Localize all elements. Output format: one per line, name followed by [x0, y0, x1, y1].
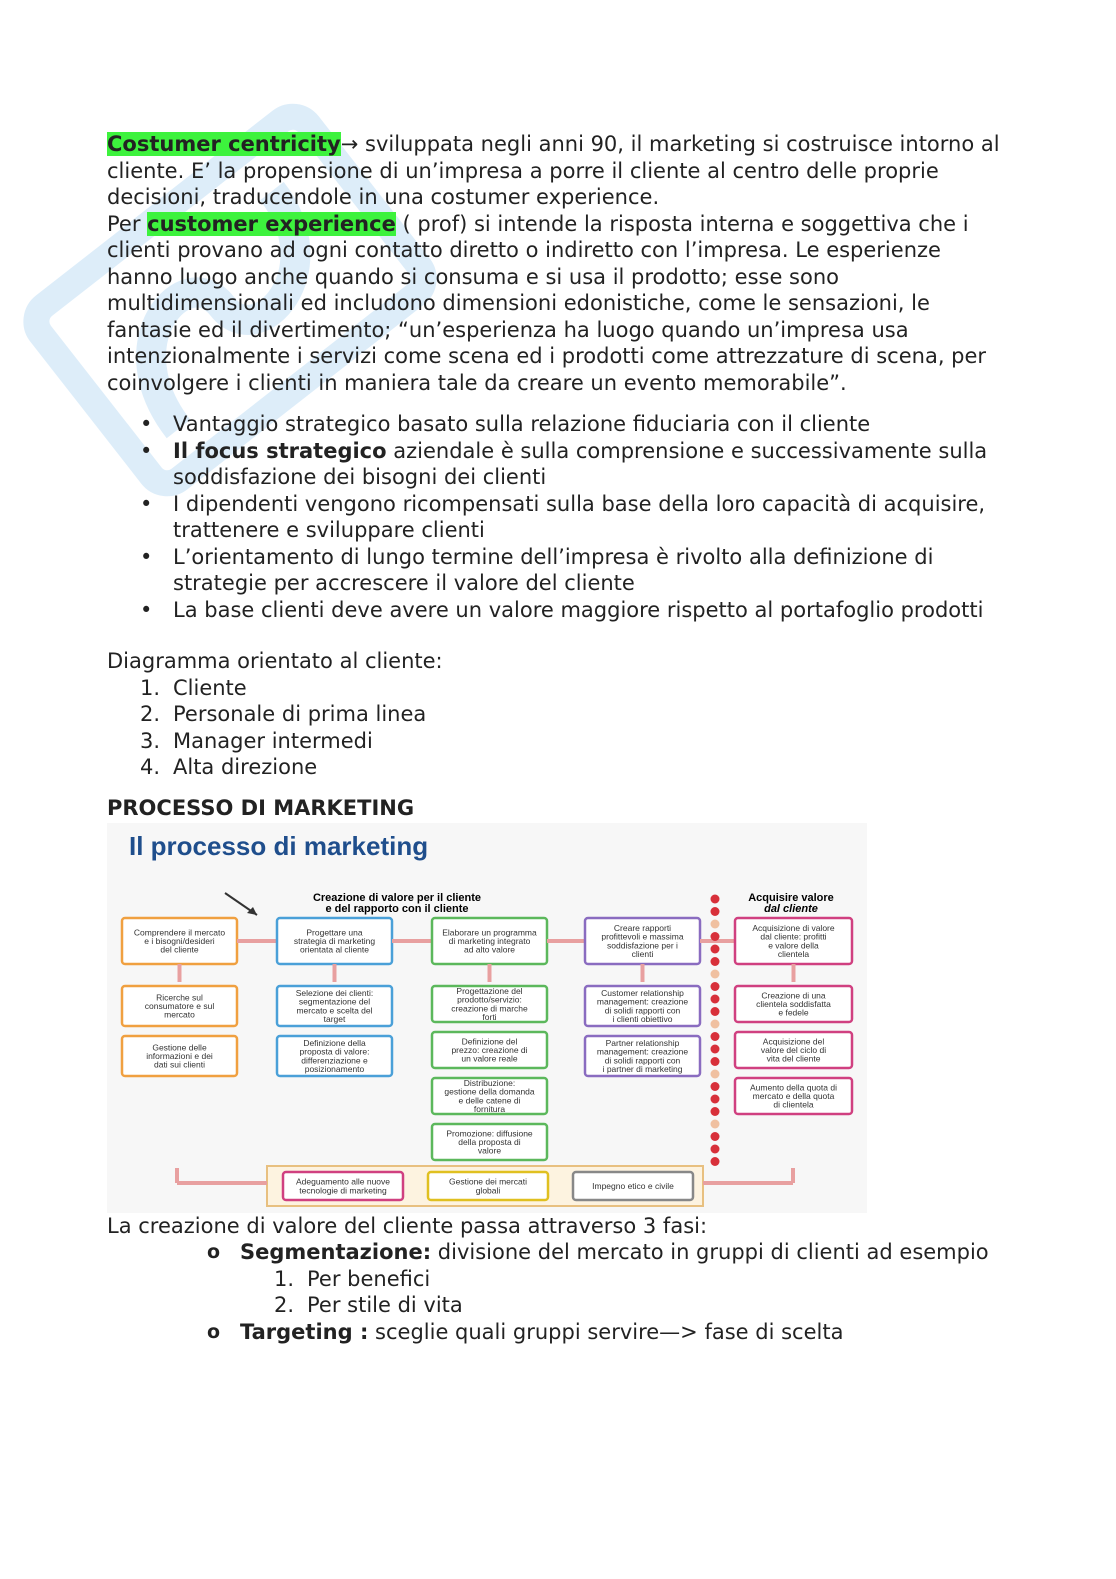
list-item — [140, 701, 1007, 728]
divider-dot — [711, 1132, 720, 1141]
o-bullet: o — [207, 1241, 221, 1263]
targeting-label: Targeting : — [240, 1319, 369, 1344]
col1-item-label: del cliente — [160, 944, 199, 955]
divider-dot — [711, 919, 720, 928]
col2-item-label: strategia di marketing — [293, 935, 376, 946]
list-text: Per benefici — [307, 1266, 431, 1291]
col5-item-label: clientela soddisfatta — [756, 998, 831, 1009]
list-number: 1. — [274, 1266, 295, 1291]
col4-item-label: soddisfazione per i — [607, 939, 678, 950]
bottom-item-label: tecnologie di marketing — [299, 1184, 387, 1195]
col3-item-label: Definizione del — [461, 1035, 518, 1046]
section-title: PROCESSO DI MARKETING — [107, 795, 415, 820]
divider-dot — [711, 1007, 720, 1016]
col5-item-label: Acquisizione di valore — [752, 922, 835, 933]
bullet-text: aziendale è sulla comprensione e successivamente sulla soddisfazione dei bisogni dei clienti — [173, 438, 988, 489]
col3-item-label: prezzo: creazione di — [451, 1044, 528, 1055]
col5-item-label: vita del cliente — [766, 1053, 821, 1064]
bullet-item — [173, 438, 1007, 491]
col5-item-label: clientela — [777, 948, 810, 959]
col3-item-label: gestione della domanda — [444, 1086, 535, 1097]
bottom-item-label: Impegno etico e civile — [592, 1180, 674, 1191]
bottom-item-label: globali — [475, 1184, 501, 1195]
segmentation-item — [107, 1239, 1007, 1266]
col3-item-label: e delle catene di — [458, 1094, 521, 1105]
col3-item-label: di marketing integrato — [448, 935, 531, 946]
document-page — [107, 131, 1007, 1345]
col5-item-label: valore del ciclo di — [760, 1044, 827, 1055]
bullet-text: Vantaggio strategico basato sulla relazione fiduciaria con il cliente — [173, 412, 871, 436]
divider-dot — [711, 1057, 720, 1066]
col1-item-label: consumatore e sul — [144, 1000, 215, 1011]
experience-text: ( prof) si intende la risposta interna e soggettiva che i clienti provano ad ogni contatto diretto o indiretto con l’impresa. Le esperienze hanno luogo anche quando si consuma e si usa il prodotto; esse sono multidimensionali ed includono dimensioni edonistiche, come le sensazioni, le fantasie ed il divertimento; “un’esperienza ha luogo quando un’impresa usa intenzionalmente i servizi come scena ed i prodotti come attrezzature di scena, per coinvolgere i clienti in maniera tale da creare un evento memorabile”. — [107, 211, 987, 395]
divider-dot — [711, 944, 720, 953]
term-costumer-centricity: Costumer centricity — [107, 132, 341, 156]
col2-item-label: target — [323, 1013, 346, 1024]
o-bullet: o — [207, 1320, 221, 1343]
list-item — [274, 1266, 1007, 1293]
experience-lead: Per — [107, 211, 148, 236]
col3-item-label: della proposta di — [458, 1136, 521, 1147]
col5-item-label: di clientela — [773, 1099, 814, 1110]
arrow-glyph: → — [340, 132, 359, 156]
list-number: 2. — [140, 702, 161, 726]
bullet-text: L’orientamento di lungo termine dell’impresa è rivolto alla definizione di strategie per accrescere il valore del cliente — [173, 544, 934, 595]
col1-item-label: Comprendere il mercato — [133, 926, 226, 937]
col3-item-label: forti — [482, 1011, 497, 1022]
col4-item-label: di solidi rapporti con — [604, 1054, 681, 1065]
col4-item-label: management: creazione — [596, 996, 689, 1007]
col3-item-label: ad alto valore — [463, 944, 516, 955]
left-header-line1: Creazione di valore per il cliente — [312, 891, 482, 904]
bullet-list — [107, 411, 1007, 623]
col4-item-label: di solidi rapporti con — [604, 1004, 681, 1015]
bottom-item-label: Gestione dei mercati — [449, 1176, 527, 1187]
col5-item-label: e valore della — [768, 939, 819, 950]
targeting-text: sceglie quali gruppi servire—> fase di scelta — [368, 1319, 844, 1344]
marketing-process-figure — [107, 823, 867, 1213]
divider-dot — [711, 1157, 720, 1166]
intro-paragraph — [107, 131, 1007, 211]
segmentation-label: Segmentazione: — [240, 1240, 432, 1264]
col2-item-label: Definizione della — [303, 1037, 366, 1048]
col5-item-label: Acquisizione del — [762, 1035, 825, 1046]
bullet-item — [173, 491, 1007, 544]
col4-item-label: Partner relationship — [605, 1037, 680, 1048]
col1-item-label: Gestione delle — [152, 1041, 207, 1052]
divider-dot — [711, 1144, 720, 1153]
col5-item-label: dal cliente: profitti — [760, 931, 827, 942]
experience-paragraph — [107, 211, 1007, 397]
col3-item-label: Distribuzione: — [463, 1077, 516, 1088]
list-text: Per stile di vita — [307, 1293, 463, 1317]
col2-item-label: posizionamento — [304, 1063, 365, 1074]
list-text: Cliente — [173, 675, 247, 700]
segmentation-list — [107, 1266, 1007, 1319]
list-text: Alta direzione — [173, 755, 318, 779]
segmentation-text: divisione del mercato in gruppi di clienti ad esempio — [431, 1240, 989, 1264]
col3-item-label: prodotto/servizio: — [457, 994, 522, 1005]
col2-item-label: Progettare una — [306, 926, 363, 937]
list-item — [274, 1292, 1007, 1319]
bottom-item-label: Adeguamento alle nuove — [295, 1176, 391, 1187]
list-number: 3. — [140, 728, 161, 753]
bullet-item — [173, 411, 1007, 438]
list-text: Personale di prima linea — [173, 702, 427, 726]
col2-item-label: segmentazione del — [298, 996, 371, 1007]
bullet-item — [173, 597, 1007, 624]
col2-item-label: differenziazione e — [301, 1054, 368, 1065]
targeting-item — [107, 1319, 1007, 1346]
col5-item-label: Aumento della quota di — [750, 1081, 837, 1092]
divider-dot — [711, 1119, 720, 1128]
diagram-intro: Diagramma orientato al cliente: — [107, 649, 443, 673]
col2-item-label: proposta di valore: — [299, 1046, 370, 1057]
divider-dot — [711, 1069, 720, 1078]
col1-item-label: dati sui clienti — [153, 1059, 206, 1070]
col2-item-label: orientata al cliente — [300, 944, 369, 955]
term-customer-experience: customer experience — [147, 211, 396, 236]
col1-item-label: mercato — [164, 1009, 195, 1020]
left-header-line2: e del rapporto con il cliente — [325, 902, 469, 915]
col1-item-label: informazioni e dei — [146, 1050, 213, 1061]
col3-item-label: un valore reale — [461, 1053, 518, 1064]
col4-item-label: i clienti obiettivo — [612, 1013, 673, 1024]
intro-text: sviluppata negli anni 90, il marketing si costruisce intorno al cliente. E’ la propensione di un’impresa a porre il cliente al centro delle proprie decisioni, traducendole in una costumer experience. — [107, 132, 1000, 209]
col1-item-label: e i bisogni/desideri — [144, 935, 215, 946]
list-number: 1. — [140, 675, 161, 700]
col3-item-label: Elaborare un programma — [442, 926, 537, 937]
figure-title: Il processo di marketing — [129, 830, 429, 861]
col4-item-label: i partner di marketing — [602, 1063, 683, 1074]
right-header-line1: Acquisire valore — [748, 891, 834, 904]
bullet-bold: Il focus strategico — [173, 438, 387, 463]
value-intro: La creazione di valore del cliente passa attraverso 3 fasi: — [107, 1213, 708, 1238]
divider-dot — [711, 907, 720, 916]
divider-dot — [711, 932, 720, 941]
list-item — [140, 675, 1007, 702]
col2-item-label: Selezione dei clienti: — [295, 987, 374, 998]
col4-item-label: profittevoli e massima — [601, 931, 684, 942]
list-item — [140, 754, 1007, 781]
list-number: 4. — [140, 755, 161, 779]
right-header-line2: dal cliente — [764, 902, 818, 915]
divider-dot — [711, 1107, 720, 1116]
col2-item-label: mercato e scelta del — [296, 1004, 373, 1015]
col4-item-label: management: creazione — [596, 1046, 689, 1057]
col3-item-label: fornitura — [473, 1103, 506, 1114]
divider-dot — [711, 969, 720, 978]
col3-item-label: Promozione: diffusione — [446, 1127, 533, 1138]
divider-dot — [711, 1032, 720, 1041]
col5-item-label: e fedele — [778, 1007, 809, 1018]
divider-dot — [711, 957, 720, 966]
bullet-text: I dipendenti vengono ricompensati sulla base della loro capacità di acquisire, trattenere e sviluppare clienti — [173, 491, 986, 542]
divider-dot — [711, 982, 720, 991]
divider-dot — [711, 1082, 720, 1091]
divider-dot — [711, 894, 720, 903]
col3-item-label: valore — [477, 1145, 502, 1156]
list-number: 2. — [274, 1293, 295, 1317]
divider-dot — [711, 1094, 720, 1103]
divider-dot — [711, 994, 720, 1003]
bullet-text: La base clienti deve avere un valore maggiore rispetto al portafoglio prodotti — [173, 597, 984, 622]
col3-item-label: Progettazione del — [456, 985, 523, 996]
list-item — [140, 728, 1007, 755]
divider-dot — [711, 1019, 720, 1028]
col1-item-label: Ricerche sul — [156, 991, 203, 1002]
bullet-item — [173, 544, 1007, 597]
diagram-list — [107, 675, 1007, 781]
col5-item-label: mercato e della quota — [752, 1090, 835, 1101]
col4-item-label: Customer relationship — [601, 987, 684, 998]
col3-item-label: creazione di marche — [451, 1002, 528, 1013]
divider-dot — [711, 1044, 720, 1053]
col5-item-label: Creazione di una — [761, 989, 826, 1000]
list-text: Manager intermedi — [173, 728, 373, 753]
col4-item-label: clienti — [631, 948, 654, 959]
col4-item-label: Creare rapporti — [613, 922, 672, 933]
